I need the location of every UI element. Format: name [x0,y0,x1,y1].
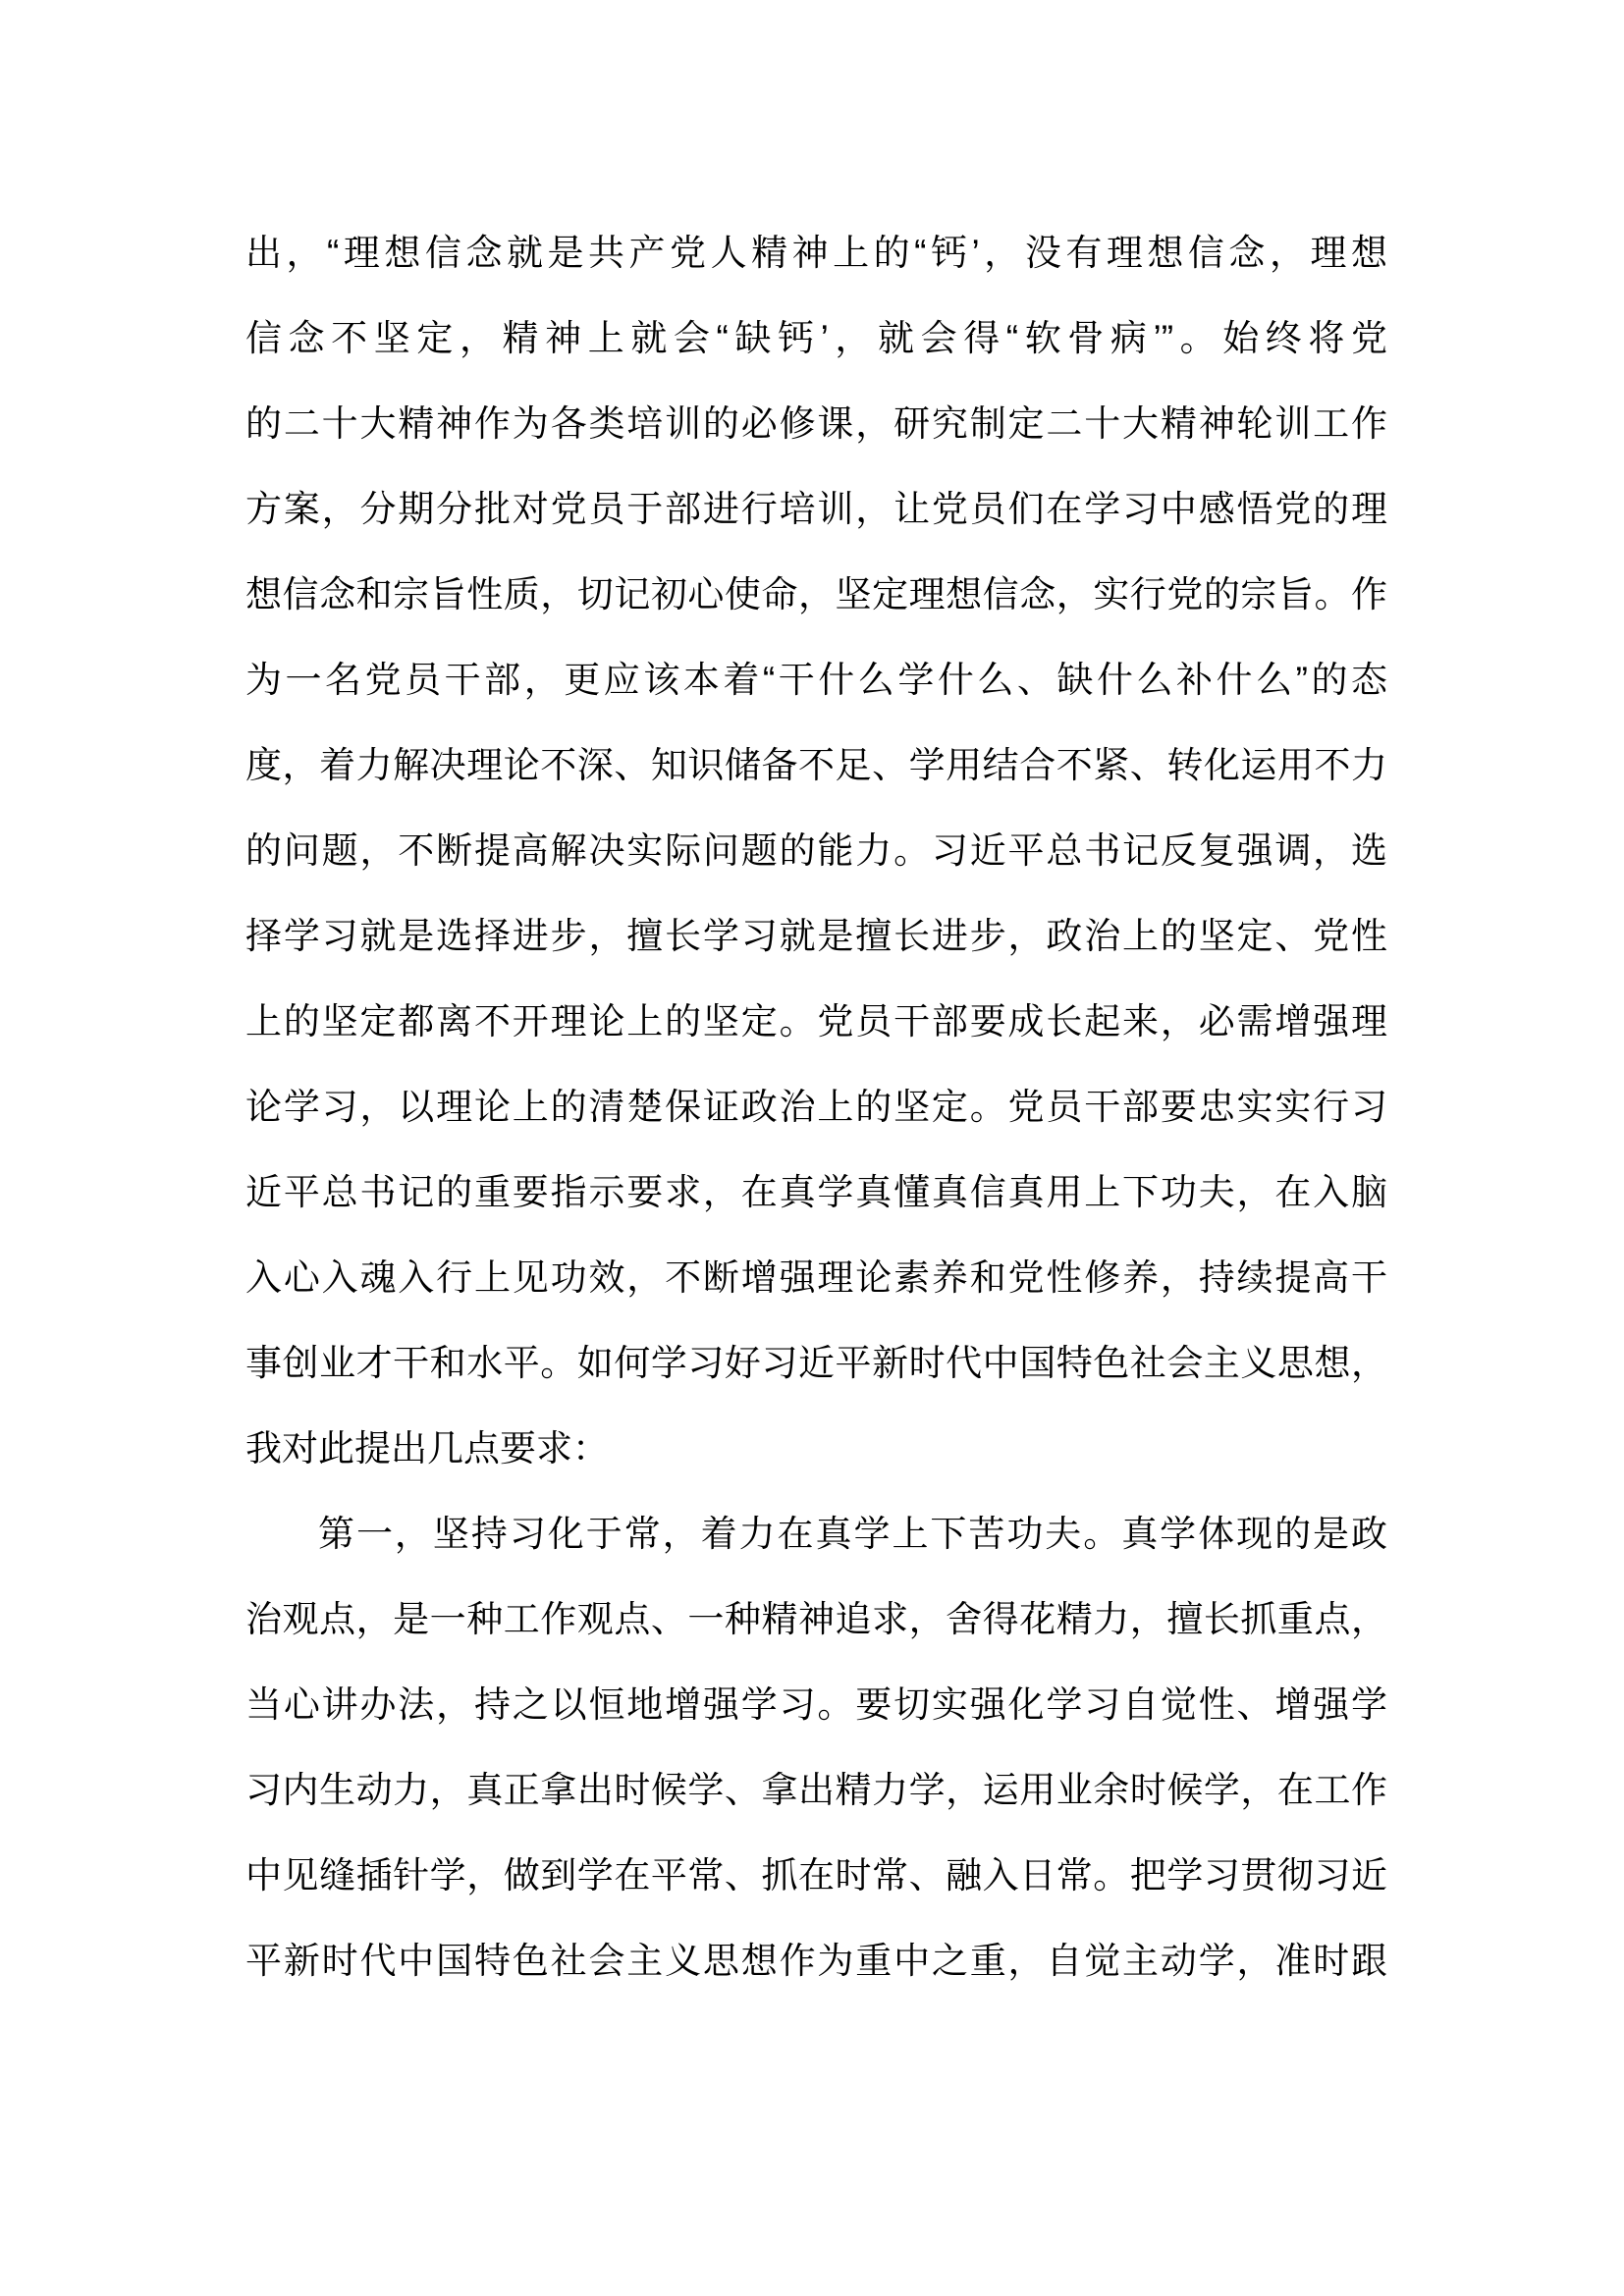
text-line: 第一，坚持习化于常，着力在真学上下苦功夫。真学体现的是政 [318,1514,1387,1554]
text-line: 近平总书记的重要指示要求，在真学真懂真信真用上下功夫，在入脑 [245,1172,1387,1212]
text-line: 习内生动力，真正拿出时候学、拿出精力学，运用业余时候学，在工作 [245,1770,1387,1810]
paragraph-first-point [245,1491,1387,2003]
text-line: 择学习就是选择进步，擅长学习就是擅长进步，政治上的坚定、党性 [245,916,1387,956]
text-line: 上的坚定都离不开理论上的坚定。党员干部要成长起来，必需增强理 [245,1001,1387,1041]
paragraph-continued [245,210,1387,1491]
text-line: 为一名党员干部，更应该本着“干什么学什么、缺什么补什么”的态 [245,660,1387,700]
text-line: 事创业才干和水平。如何学习好习近平新时代中国特色社会主义思想， [245,1343,1387,1383]
text-line: 想信念和宗旨性质，切记初心使命，坚定理想信念，实行党的宗旨。作 [245,574,1387,614]
text-line: 中见缝插针学，做到学在平常、抓在时常、融入日常。把学习贯彻习近 [245,1855,1387,1896]
text-line: 出，“理想信念就是共产党人精神上的“钙’，没有理想信念，理想 [245,233,1387,273]
text-line: 度，着力解决理论不深、知识储备不足、学用结合不紧、转化运用不力 [245,745,1387,785]
text-line: 我对此提出几点要求： [245,1428,609,1468]
text-line: 信念不坚定，精神上就会“缺钙’，就会得“软骨病’”。始终将党 [245,318,1387,358]
text-line: 论学习，以理论上的清楚保证政治上的坚定。党员干部要忠实实行习 [245,1087,1387,1127]
text-line: 当心讲办法，持之以恒地增强学习。要切实强化学习自觉性、增强学 [245,1684,1387,1725]
text-line: 入心入魂入行上见功效，不断增强理论素养和党性修养，持续提高干 [245,1257,1387,1298]
text-line: 方案，分期分批对党员于部进行培训，让党员们在学习中感悟党的理 [245,489,1387,529]
text-line: 的二十大精神作为各类培训的必修课，研究制定二十大精神轮训工作 [245,403,1387,444]
text-line: 的问题，不断提高解决实际问题的能力。习近平总书记反复强调，选 [245,830,1387,871]
text-line: 平新时代中国特色社会主义思想作为重中之重，自觉主动学，准时跟 [245,1941,1387,1981]
text-line: 治观点，是一种工作观点、一种精神追求，舍得花精力，擅长抓重点， [245,1599,1387,1639]
document-body-text [245,210,1387,2003]
